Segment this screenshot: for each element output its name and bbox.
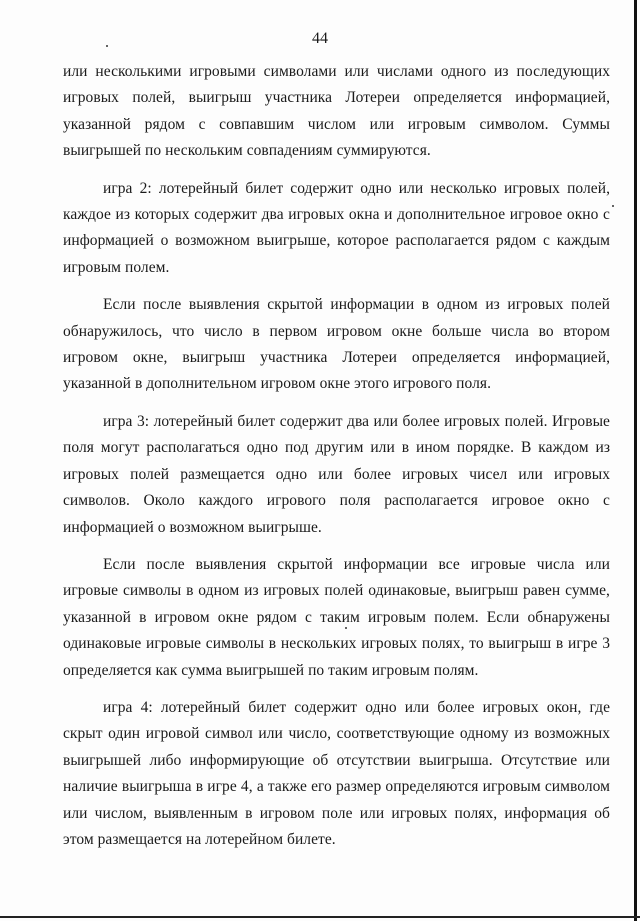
paragraph-game-4: игра 4: лотерейный билет содержит одно или более игровых окон, где скрыт один игровой символ или число, соответствующие одному из возможных выигрышей либо информирующие об отсутствии выигрыша. Отсутствие или наличие выигрыша в игре 4, а также его размер определяются игровым символом или числом, выявленным в игровом поле или игровых полях, информация об этом размещается на лотерейном билете. (63, 698, 610, 848)
paragraph-game-2: игра 2: лотерейный билет содержит одно или несколько игровых полей, каждое из которых содержит два игровых окна и дополнительное игровое окно с информацией о возможном выигрыше, которое располагается рядом с каждым игровым полем. (63, 179, 610, 276)
page-number: 44 (312, 30, 328, 47)
scan-edge-right (634, 0, 637, 921)
scan-speck (106, 45, 108, 47)
paragraph-continuation: или несколькими игровыми символами или числами одного из последующих игровых полей, выигрыш участника Лотереи определяется информацией, указанной рядом с совпавшим числом или игровым символом. Суммы выигрышей по нескольким совпадениям суммируются. (63, 63, 610, 160)
paragraph-game-3-rule: Если после выявления скрытой информации все игровые числа или игровые символы в одном из игровых полей одинаковые, выигрыш равен сумме, указанной в игровом окне рядом с таким игровым полем. Если обнаружены одинаковые игровые символы в нескольких игровых полях, то выигрыш в игре 3 определяется как сумма выигрышей по таким игровым полям. (63, 555, 610, 679)
paragraph-game-2-rule: Если после выявления скрытой информации в одном из игровых полей обнаружилось, что число в первом игровом окне больше числа во втором игровом окне, выигрыш участника Лотереи определяется информацией, указанной в дополнительном игровом окне этого игрового поля. (63, 296, 610, 393)
document-body (63, 59, 610, 864)
paragraph-game-3: игра 3: лотерейный билет содержит два или более игровых полей. Игровые поля могут располагаться одно под другим или в ином порядке. В каждом из игровых полей размещается одно или более игровых чисел или игровых символов. Около каждого игрового поля располагается игровое окно с информацией о возможном выигрыше. (63, 412, 610, 536)
scan-edge-bottom (0, 916, 640, 918)
scan-speck (612, 205, 614, 207)
